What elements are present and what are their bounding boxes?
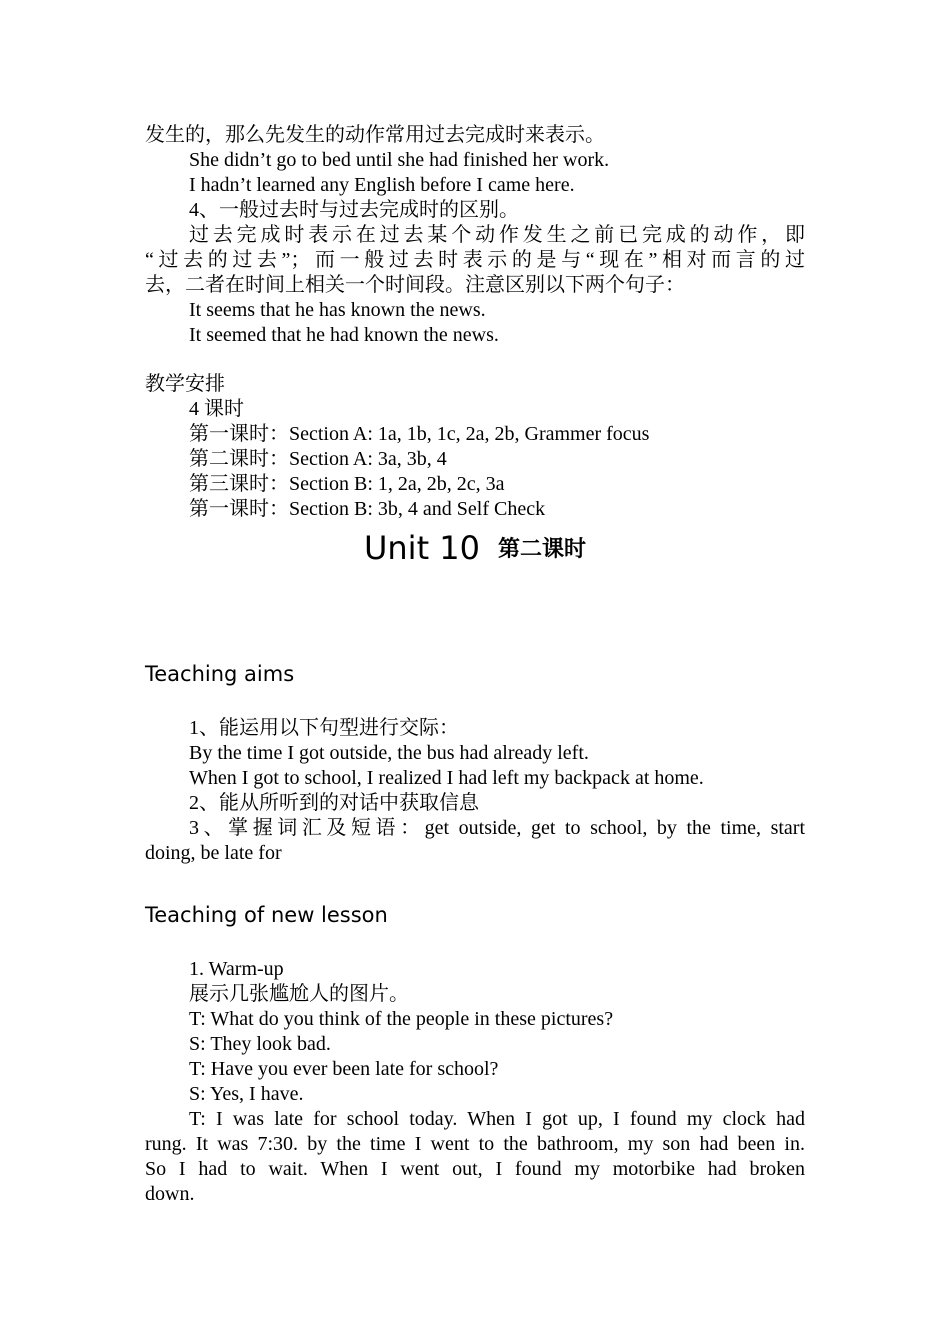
schedule-total: 4 课时 <box>189 398 244 420</box>
dialogue-line: T: Have you ever been late for school? <box>189 1058 499 1080</box>
teaching-aims-heading: Teaching aims <box>145 662 295 686</box>
dialogue-line: T: What do you think of the people in these pictures? <box>189 1008 614 1030</box>
example-sentence: It seemed that he had known the news. <box>189 324 499 346</box>
paragraph-line: “过去的过去”；而一般过去时表示的是与“现在”相对而言的过 <box>145 249 805 271</box>
example-sentence: She didn’t go to bed until she had finished her work. <box>189 149 610 171</box>
dialogue-line: S: Yes, I have. <box>189 1083 304 1105</box>
schedule-item: 第三课时：Section B: 1, 2a, 2b, 2c, 3a <box>189 473 505 495</box>
example-sentence: When I got to school, I realized I had left my backpack at home. <box>189 767 704 789</box>
step-note: 展示几张尴尬人的图片。 <box>189 983 409 1005</box>
aim-item: 2、能从所听到的对话中获取信息 <box>189 792 479 814</box>
schedule-item: 第一课时：Section B: 3b, 4 and Self Check <box>189 498 546 520</box>
example-sentence: I hadn’t learned any English before I came here. <box>189 174 575 196</box>
unit-title <box>0 528 950 570</box>
dialogue-paragraph: T: I was late for school today. When I got up, I found my clock had <box>189 1108 805 1130</box>
paragraph-line: 过去完成时表示在过去某个动作发生之前已完成的动作，即 <box>189 224 805 246</box>
lesson-name: 第二课时 <box>498 537 587 562</box>
example-sentence: It seems that he has known the news. <box>189 299 486 321</box>
unit-name: Unit 10 <box>363 529 480 567</box>
grammar-point-4: 4、一般过去时与过去完成时的区别。 <box>189 199 519 221</box>
dialogue-paragraph: down. <box>145 1183 195 1205</box>
paragraph-line: 去，二者在时间上相关一个时间段。注意区别以下两个句子： <box>145 274 685 296</box>
aim-item: 3、掌握词汇及短语：get outside, get to school, by the time, start <box>189 817 805 839</box>
aim-item: 1、能运用以下句型进行交际： <box>189 717 459 739</box>
aim-item-continued: doing, be late for <box>145 842 282 864</box>
schedule-item: 第二课时：Section A: 3a, 3b, 4 <box>189 448 447 470</box>
schedule-heading: 教学安排 <box>145 373 225 395</box>
dialogue-paragraph: rung. It was 7:30. by the time I went to the bathroom, my son had been in. <box>145 1133 805 1155</box>
example-sentence: By the time I got outside, the bus had already left. <box>189 742 589 764</box>
dialogue-line: S: They look bad. <box>189 1033 331 1055</box>
schedule-item: 第一课时：Section A: 1a, 1b, 1c, 2a, 2b, Grammer focus <box>189 423 650 445</box>
step-title: 1. Warm-up <box>189 958 284 980</box>
new-lesson-heading: Teaching of new lesson <box>145 903 388 927</box>
dialogue-paragraph: So I had to wait. When I went out, I found my motorbike had broken <box>145 1158 805 1180</box>
intro-line: 发生的，那么先发生的动作常用过去完成时来表示。 <box>145 124 605 146</box>
